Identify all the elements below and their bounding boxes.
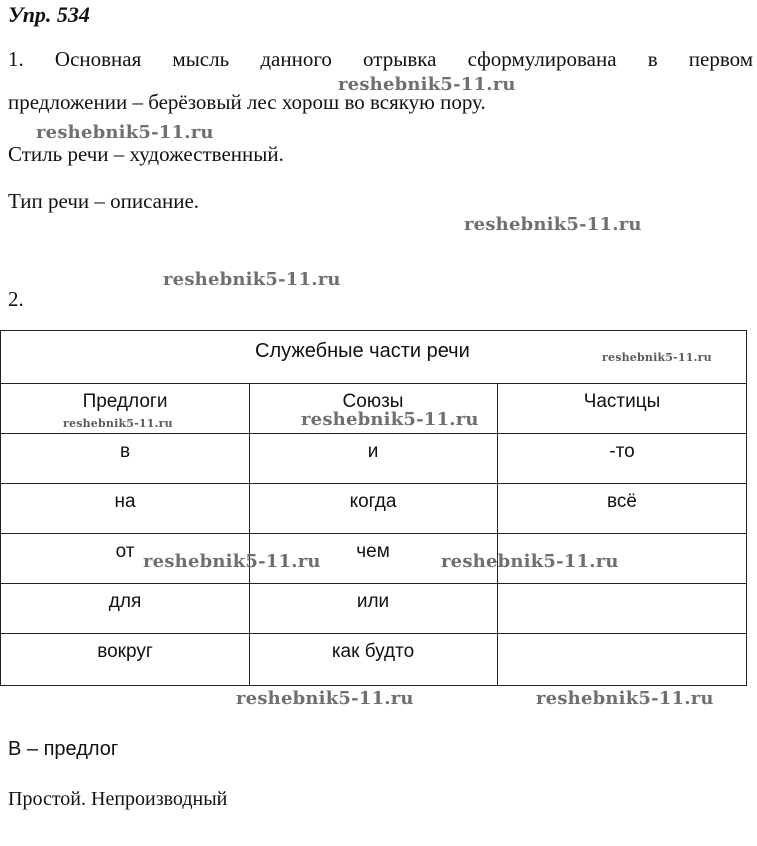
bottom-line-2: Простой. Непроизводный (8, 788, 228, 810)
watermark: reshebnik5-11.ru (143, 551, 321, 572)
watermark: reshebnik5-11.ru (301, 409, 479, 430)
exercise-title: Упр. 534 (8, 2, 90, 27)
table-cell: -то (609, 441, 635, 462)
watermark: reshebnik5-11.ru (536, 688, 714, 709)
watermark: reshebnik5-11.ru (602, 351, 712, 364)
header-conjunctions: Союзы (342, 391, 404, 412)
watermark: reshebnik5-11.ru (236, 688, 414, 709)
table-cell: чем (356, 541, 390, 562)
table-cell: вокруг (97, 641, 153, 662)
paragraph-1-line-1: 1. Основная мысль данного отрывка сформулирована в первом (8, 47, 753, 71)
table-cell: для (108, 591, 142, 612)
table-cell: в (119, 441, 131, 462)
watermark: reshebnik5-11.ru (441, 551, 619, 572)
table-cell: от (115, 541, 135, 562)
paragraph-1-line-2: предложении – берёзовый лес хорош во всякую пору. (8, 90, 486, 114)
table-cell: или (356, 591, 390, 612)
table-cell: как будто (331, 641, 415, 662)
watermark: reshebnik5-11.ru (63, 417, 173, 430)
table-cell: всё (607, 491, 637, 512)
type-line: Тип речи – описание. (8, 189, 200, 213)
watermark: reshebnik5-11.ru (338, 74, 516, 95)
header-particles: Частицы (583, 391, 661, 412)
table-cell: и (367, 441, 379, 462)
watermark: reshebnik5-11.ru (464, 214, 642, 235)
section-2-label: 2. (8, 287, 24, 311)
watermark: reshebnik5-11.ru (163, 269, 341, 290)
style-line: Стиль речи – художественный. (8, 142, 284, 166)
function-words-table (0, 330, 747, 686)
header-prepositions: Предлоги (82, 391, 168, 412)
table-caption: Служебные части речи (255, 340, 470, 362)
watermark: reshebnik5-11.ru (36, 122, 214, 143)
bottom-line-1: В – предлог (8, 738, 119, 760)
table-cell: когда (349, 491, 397, 512)
table-cell: на (114, 491, 136, 512)
